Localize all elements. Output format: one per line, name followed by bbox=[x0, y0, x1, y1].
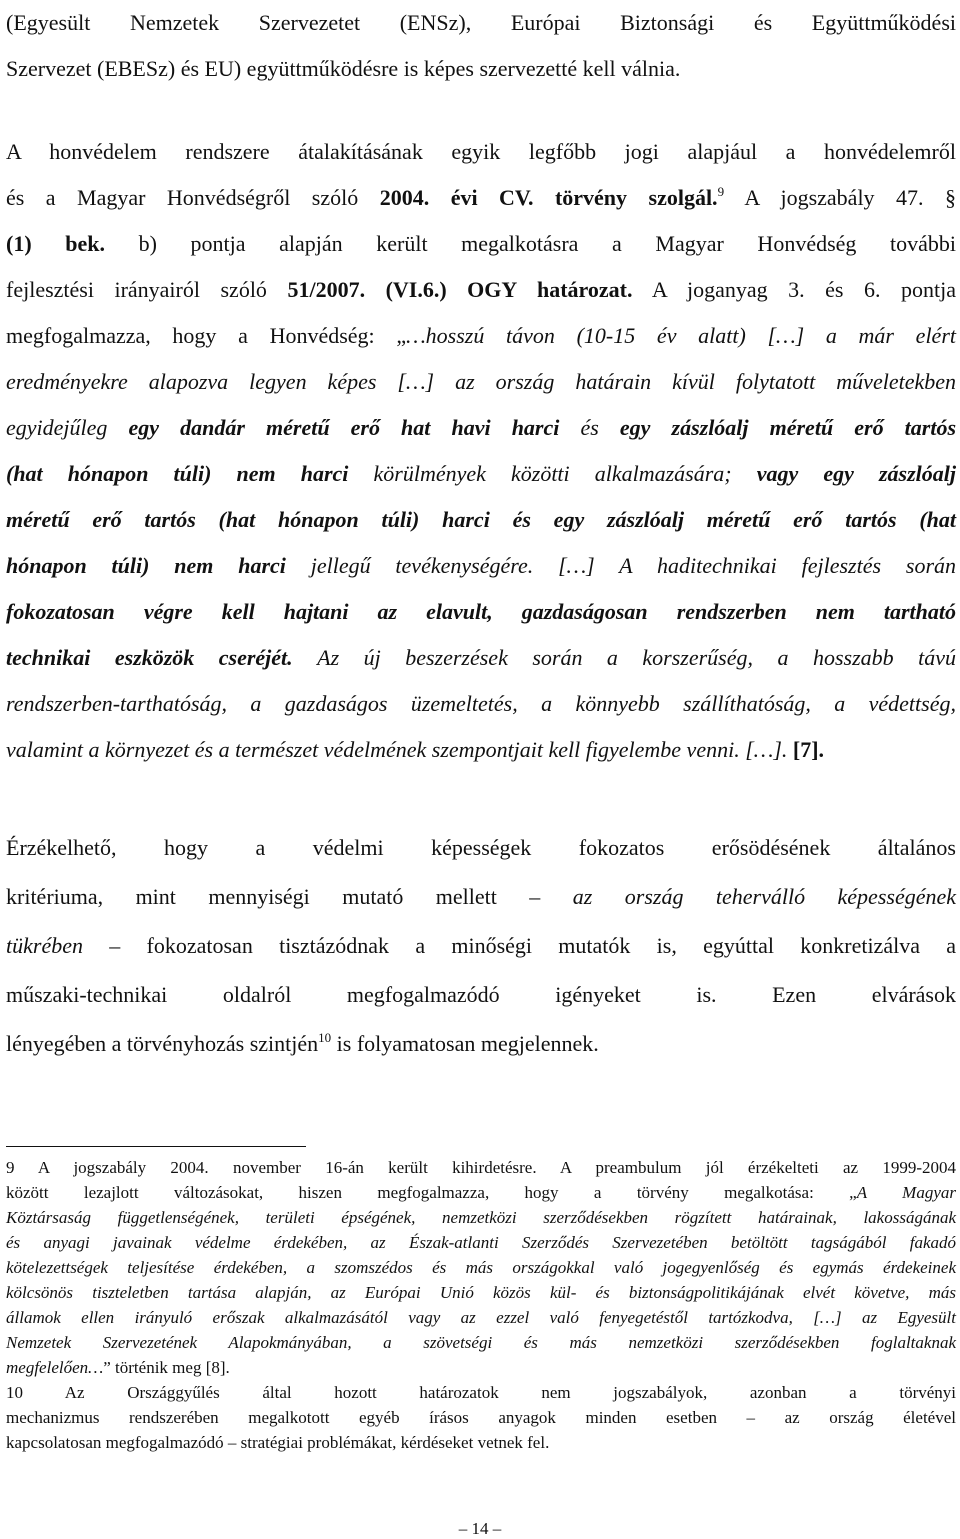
line bbox=[6, 313, 956, 359]
quote: egyidejűleg bbox=[6, 415, 108, 440]
quote: eredményekre alapozva legyen képes […] az ország határain kívül folytatott műveletekben bbox=[6, 369, 956, 394]
line bbox=[6, 497, 956, 543]
quote: megfelelően… bbox=[6, 1358, 104, 1377]
line bbox=[6, 1280, 956, 1305]
line bbox=[6, 46, 956, 92]
text: között lezajlott változásokat, hiszen megfogalmazza, hogy a törvény megalkotása: „ bbox=[6, 1183, 857, 1202]
quote-emph: fokozatosan végre kell hajtani az elavult, gazdaságosan rendszerben nem tartható bbox=[6, 599, 956, 624]
line bbox=[6, 1205, 956, 1230]
line bbox=[6, 1355, 956, 1380]
text: – fokozatosan tisztázódnak a minőségi mutatók is, egyúttal konkretizálva a bbox=[109, 933, 957, 958]
quote: jellegű tevékenységére. […] A haditechnikai fejlesztés során bbox=[310, 553, 957, 578]
footnotes bbox=[6, 1155, 956, 1455]
text: Az Országgyűlés által hozott határozatok nem jogszabályok, azonban a törvényi bbox=[64, 1383, 956, 1402]
quote: Nemzetek Szervezetének Alapokmányában, a szövetségi és más nemzetközi szerződésekben foglaltaknak bbox=[6, 1333, 956, 1352]
line bbox=[6, 635, 956, 681]
text: műszaki-technikai oldalról megfogalmazódó igényeket is. Ezen elvárások bbox=[6, 982, 956, 1007]
quote-emph: hónapon túli) nem harci bbox=[6, 553, 286, 578]
line bbox=[6, 970, 956, 1019]
text: b) pontja alapján került megalkotásra a Magyar Honvédség további bbox=[138, 231, 957, 256]
quote: A Magyar bbox=[856, 1183, 956, 1202]
quote-emph: egy zászlóalj méretű erő tartós bbox=[619, 415, 957, 440]
quote: rendszerben-tarthatóság, a gazdaságos üzemeltetés, a könnyebb szállíthatóság, a védettség, bbox=[6, 691, 956, 716]
quote-emph: méretű erő tartós (hat hónapon túli) harci és egy zászlóalj méretű erő tartós (hat bbox=[6, 507, 956, 532]
citation[interactable]: [7]. bbox=[792, 737, 825, 762]
text: mechanizmus rendszerében megalkotott egyéb írásos anyagok minden esetben – az ország életével bbox=[6, 1408, 956, 1427]
text: kritériuma, mint mennyiségi mutató mellett – bbox=[6, 884, 541, 909]
line bbox=[6, 681, 956, 727]
text: és a Magyar Honvédségről szóló bbox=[6, 185, 359, 210]
line bbox=[6, 175, 956, 221]
line bbox=[6, 921, 956, 970]
line bbox=[6, 1330, 956, 1355]
paragraph-2 bbox=[6, 129, 956, 773]
quote: …hosszú távon (10-15 év alatt) […] a már elért bbox=[406, 323, 956, 348]
line bbox=[6, 267, 956, 313]
line bbox=[6, 589, 956, 635]
footnote-number: 9 bbox=[6, 1158, 15, 1177]
line bbox=[6, 727, 956, 773]
text: ” történik meg [8]. bbox=[103, 1358, 230, 1377]
quote-emph: vagy egy zászlóalj bbox=[756, 461, 956, 486]
text: lényegében a törvényhozás szintjén bbox=[6, 1031, 319, 1056]
footnote-number: 10 bbox=[6, 1383, 23, 1402]
line bbox=[6, 451, 956, 497]
quote: és bbox=[580, 415, 599, 440]
page-number: – 14 – bbox=[458, 1519, 502, 1538]
line bbox=[6, 1180, 956, 1205]
law-reference: 2004. évi CV. törvény szolgál. bbox=[379, 185, 718, 210]
text: A jogszabály 2004. november 16-án került kihirdetésre. A preambulum jól érzékelteti az 1999-2004 bbox=[37, 1158, 957, 1177]
quote: Az új beszerzések során a korszerűség, a hosszabb távú bbox=[317, 645, 956, 670]
quote-emph: egy dandár méretű erő hat havi harci bbox=[128, 415, 560, 440]
text: A jogszabály 47. § bbox=[744, 185, 956, 210]
quote: kötelezettségek teljesítése érdekében, a szomszédos és más országokkal való jogegyenlőség és egymás érdekeinek bbox=[6, 1258, 956, 1277]
text: (Egyesült Nemzetek Szervezetet (ENSz), Európai Biztonsági és Együttműködési bbox=[6, 10, 956, 35]
line bbox=[6, 1155, 956, 1180]
line bbox=[6, 221, 956, 267]
paragraph-1 bbox=[6, 0, 956, 91]
footnote-9 bbox=[6, 1155, 956, 1380]
text: A joganyag 3. és 6. pontja bbox=[651, 277, 956, 302]
text: Szervezet (EBESz) és EU) együttműködésre is képes szervezetté kell válnia. bbox=[6, 55, 681, 81]
footnote-separator bbox=[6, 1146, 306, 1147]
line bbox=[6, 405, 956, 451]
quote: kölcsönös tiszteletben tartása alapján, az Európai Unió közös kül- és biztonságpolitikájának elvét követve, más bbox=[6, 1283, 956, 1302]
resolution-reference: 51/2007. (VI.6.) OGY határozat. bbox=[287, 277, 633, 302]
emphasis: az ország teherválló képességének bbox=[572, 884, 957, 909]
text: A honvédelem rendszere átalakításának egyik legfőbb jogi alapjául a honvédelemről bbox=[6, 139, 956, 164]
text: megfogalmazza, hogy a Honvédség: „ bbox=[6, 323, 407, 348]
line bbox=[6, 1255, 956, 1280]
quote-emph: technikai eszközök cseréjét. bbox=[6, 645, 293, 670]
text: fejlesztési irányairól szóló bbox=[6, 277, 267, 302]
footnote-ref-10[interactable]: 10 bbox=[318, 1030, 332, 1045]
footnote-10 bbox=[6, 1380, 956, 1455]
quote-emph: (hat hónapon túli) nem harci bbox=[6, 461, 349, 486]
quote: valamint a környezet és a természet védelmének szempontjait kell figyelembe venni. […]. bbox=[6, 737, 788, 762]
line bbox=[6, 1405, 956, 1430]
footnote-ref-9[interactable]: 9 bbox=[717, 184, 725, 199]
line bbox=[6, 1380, 956, 1405]
line bbox=[6, 1430, 956, 1455]
line bbox=[6, 1230, 956, 1255]
line bbox=[6, 1019, 956, 1068]
quote: államok ellen irányuló erőszak alkalmazásától vagy az ezzel való fenyegetéstől tartózkodva, […] az Egyesült bbox=[6, 1308, 956, 1327]
line bbox=[6, 129, 956, 175]
line bbox=[6, 359, 956, 405]
emphasis: tükrében bbox=[6, 933, 83, 958]
line bbox=[6, 0, 956, 46]
line bbox=[6, 1305, 956, 1330]
quote: Köztársaság függetlenségének, területi épségének, nemzetközi szerződésekben rögzített határainak, lakosságának bbox=[6, 1208, 956, 1227]
quote: körülmények közötti alkalmazására; bbox=[373, 461, 732, 486]
text: kapcsolatosan megfogalmazódó – stratégiai problémákat, kérdéseket vetnek fel. bbox=[6, 1433, 550, 1452]
line bbox=[6, 543, 956, 589]
text: (1) bek. bbox=[6, 231, 105, 256]
line bbox=[6, 872, 956, 921]
paragraph-3 bbox=[6, 823, 956, 1068]
line bbox=[6, 823, 956, 872]
quote: és anyagi javainak védelme érdekében, az Észak-atlanti Szerződés Szervezetében betöltött tagságából fakadó bbox=[6, 1233, 956, 1252]
text: is folyamatosan megjelennek. bbox=[336, 1031, 599, 1056]
text: Érzékelhető, hogy a védelmi képességek fokozatos erősödésének általános bbox=[6, 835, 956, 860]
